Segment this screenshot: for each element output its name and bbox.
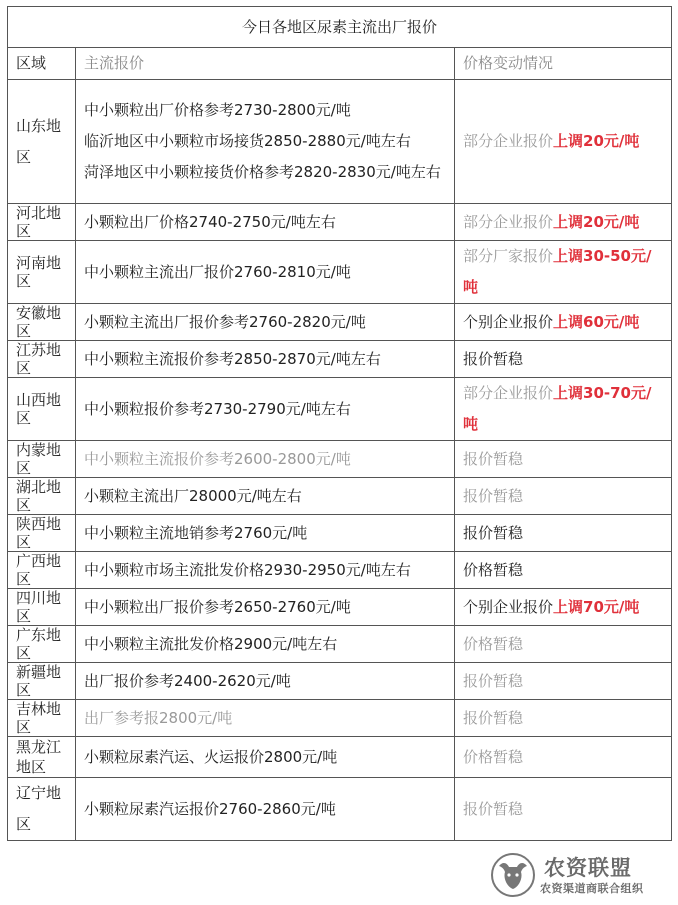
price-cell bbox=[76, 241, 455, 304]
change-text: 部分企业报价 bbox=[463, 132, 554, 150]
price-line: 小颗粒出厂价格2740-2750元/吨左右 bbox=[84, 212, 336, 231]
price-line: 小颗粒主流出厂28000元/吨左右 bbox=[84, 486, 302, 505]
table-row bbox=[8, 378, 672, 441]
price-cell bbox=[76, 737, 455, 778]
header-price: 主流报价 bbox=[76, 48, 455, 80]
header-change: 价格变动情况 bbox=[455, 48, 672, 80]
region-cell: 河北地区 bbox=[8, 204, 76, 241]
price-cell bbox=[76, 304, 455, 341]
price-line: 中小颗粒主流报价参考2600-2800元/吨 bbox=[84, 449, 351, 468]
change-text: 价格暂稳 bbox=[463, 747, 524, 766]
price-cell bbox=[76, 341, 455, 378]
price-line: 小颗粒尿素汽运、火运报价2800元/吨 bbox=[84, 747, 338, 766]
region-cell: 江苏地区 bbox=[8, 341, 76, 378]
price-line: 中小颗粒出厂价格参考2730-2800元/吨 bbox=[84, 101, 351, 119]
change-text: 部分厂家报价 bbox=[463, 247, 554, 265]
price-cell bbox=[76, 700, 455, 737]
table-row bbox=[8, 478, 672, 515]
region-cell: 新疆地区 bbox=[8, 663, 76, 700]
region-cell: 山西地区 bbox=[8, 378, 76, 441]
region-cell: 吉林地区 bbox=[8, 700, 76, 737]
price-cell bbox=[76, 441, 455, 478]
price-cell bbox=[76, 204, 455, 241]
change-cell bbox=[455, 626, 672, 663]
logo-name: 农资联盟 bbox=[544, 856, 632, 880]
watermark-logo bbox=[490, 852, 670, 902]
change-cell bbox=[455, 552, 672, 589]
price-cell bbox=[76, 663, 455, 700]
price-table-body bbox=[8, 7, 672, 841]
table-row bbox=[8, 626, 672, 663]
change-text: 个别企业报价 bbox=[463, 597, 554, 616]
price-line: 中小颗粒主流地销参考2760元/吨 bbox=[84, 523, 308, 542]
change-cell bbox=[455, 478, 672, 515]
table-row bbox=[8, 304, 672, 341]
change-cell bbox=[455, 378, 672, 441]
table-row bbox=[8, 700, 672, 737]
price-cell bbox=[76, 515, 455, 552]
price-line: 中小颗粒报价参考2730-2790元/吨左右 bbox=[84, 399, 351, 418]
table-row bbox=[8, 441, 672, 478]
change-text: 报价暂稳 bbox=[463, 349, 524, 368]
region-cell: 辽宁地区 bbox=[8, 778, 76, 841]
bull-head-icon bbox=[490, 852, 536, 898]
change-text: 部分企业报价 bbox=[463, 212, 554, 231]
price-line: 中小颗粒出厂报价参考2650-2760元/吨 bbox=[84, 597, 351, 616]
table-row bbox=[8, 515, 672, 552]
price-cell bbox=[76, 589, 455, 626]
change-text: 价格暂稳 bbox=[463, 634, 524, 653]
title-row bbox=[8, 7, 672, 48]
price-line: 小颗粒尿素汽运报价2760-2860元/吨 bbox=[84, 799, 336, 818]
change-cell bbox=[455, 737, 672, 778]
table-row bbox=[8, 663, 672, 700]
price-line: 临沂地区中小颗粒市场接货2850-2880元/吨左右 bbox=[84, 132, 411, 150]
change-text: 报价暂稳 bbox=[463, 486, 524, 505]
change-cell bbox=[455, 700, 672, 737]
change-text: 报价暂稳 bbox=[463, 671, 524, 690]
change-cell bbox=[455, 778, 672, 841]
price-cell bbox=[76, 378, 455, 441]
price-cell bbox=[76, 80, 455, 204]
region-cell: 山东地区 bbox=[8, 80, 76, 204]
region-cell: 四川地区 bbox=[8, 589, 76, 626]
change-cell bbox=[455, 204, 672, 241]
table-row bbox=[8, 80, 672, 204]
change-text: 报价暂稳 bbox=[463, 708, 524, 727]
price-line: 中小颗粒市场主流批发价格2930-2950元/吨左右 bbox=[84, 560, 411, 579]
change-cell bbox=[455, 304, 672, 341]
region-cell: 河南地区 bbox=[8, 241, 76, 304]
change-highlight: 上调70元/吨 bbox=[553, 597, 640, 616]
table-row bbox=[8, 341, 672, 378]
price-line: 出厂参考报2800元/吨 bbox=[84, 708, 233, 727]
change-text: 报价暂稳 bbox=[463, 799, 524, 818]
change-text: 价格暂稳 bbox=[463, 560, 524, 579]
change-highlight: 上调30-50元/吨 bbox=[463, 247, 652, 296]
table-row bbox=[8, 737, 672, 778]
change-highlight: 上调30-70元/吨 bbox=[463, 384, 652, 433]
change-text: 个别企业报价 bbox=[463, 312, 554, 331]
change-cell bbox=[455, 515, 672, 552]
price-line: 中小颗粒主流出厂报价2760-2810元/吨 bbox=[84, 262, 351, 281]
price-line: 菏泽地区中小颗粒接货价格参考2820-2830元/吨左右 bbox=[84, 163, 441, 181]
table-row bbox=[8, 241, 672, 304]
logo-subtitle: 农资渠道商联合组织 bbox=[540, 882, 644, 895]
change-cell bbox=[455, 663, 672, 700]
region-cell: 广西地区 bbox=[8, 552, 76, 589]
change-highlight: 上调20元/吨 bbox=[553, 212, 640, 231]
change-cell bbox=[455, 241, 672, 304]
header-region: 区域 bbox=[8, 48, 76, 80]
region-cell: 湖北地区 bbox=[8, 478, 76, 515]
region-cell: 广东地区 bbox=[8, 626, 76, 663]
region-cell: 黑龙江地区 bbox=[8, 737, 76, 778]
change-text: 报价暂稳 bbox=[463, 523, 524, 542]
change-cell bbox=[455, 441, 672, 478]
table-row bbox=[8, 552, 672, 589]
change-cell bbox=[455, 80, 672, 204]
change-highlight: 上调60元/吨 bbox=[553, 312, 640, 331]
region-cell: 陕西地区 bbox=[8, 515, 76, 552]
header-row bbox=[8, 48, 672, 80]
change-highlight: 上调20元/吨 bbox=[553, 132, 640, 150]
price-cell bbox=[76, 778, 455, 841]
table-row bbox=[8, 589, 672, 626]
price-cell bbox=[76, 626, 455, 663]
price-line: 中小颗粒主流批发价格2900元/吨左右 bbox=[84, 634, 338, 653]
price-line: 中小颗粒主流报价参考2850-2870元/吨左右 bbox=[84, 349, 381, 368]
table-title: 今日各地区尿素主流出厂报价 bbox=[8, 7, 672, 48]
price-cell bbox=[76, 478, 455, 515]
price-table bbox=[7, 6, 672, 841]
region-cell: 安徽地区 bbox=[8, 304, 76, 341]
change-cell bbox=[455, 589, 672, 626]
table-row bbox=[8, 204, 672, 241]
price-line: 小颗粒主流出厂报价参考2760-2820元/吨 bbox=[84, 312, 366, 331]
price-line: 出厂报价参考2400-2620元/吨 bbox=[84, 671, 291, 690]
price-cell bbox=[76, 552, 455, 589]
table-row bbox=[8, 778, 672, 841]
change-cell bbox=[455, 341, 672, 378]
change-text: 报价暂稳 bbox=[463, 449, 524, 468]
region-cell: 内蒙地区 bbox=[8, 441, 76, 478]
change-text: 部分企业报价 bbox=[463, 384, 554, 402]
